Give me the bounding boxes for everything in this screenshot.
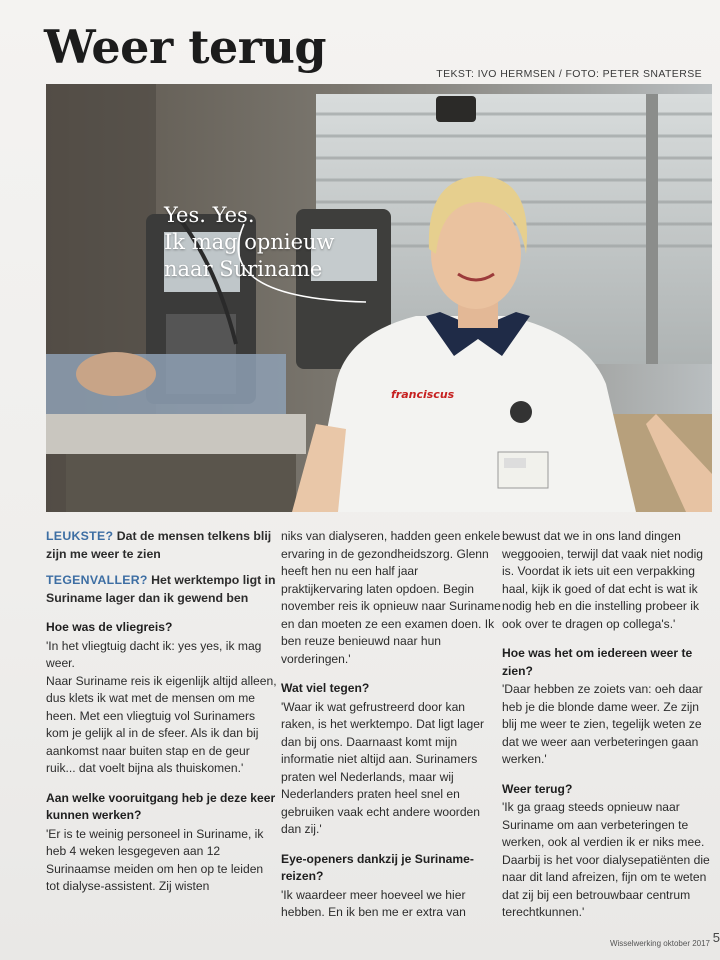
- column-3: [502, 528, 714, 922]
- pull-quote-line: naar Suriname: [164, 257, 323, 281]
- interview-answer: 'Er is te weinig personeel in Suriname, ik heb 4 weken lesgegeven aan 12 Surinaamse meiden om hen op te leiden tot dialyse-assistent. Zij wisten: [46, 826, 264, 893]
- interview-answer: Naar Suriname reis ik eigenlijk altijd alleen, dus klets ik wat met de mensen om me heen. Met een vliegtuig vol Surinamers kom je gelijk al in de sfeer. Als ik dan bij aankomst naar buiten stap en de geur ruik... dat voelt bijna als thuiskomen.': [46, 673, 277, 775]
- article-title: Weer terug: [44, 20, 327, 74]
- nurse-photo-illustration: [46, 84, 712, 512]
- interview-answer: 'Daar hebben ze zoiets van: oeh daar heb je die blonde dame weer. Ze zijn blij me weer te zien, tegelijk weten ze dat we weer aan verbeteringen gaan werken.': [502, 682, 703, 766]
- column-2: [281, 528, 501, 922]
- interview-answer: bewust dat we in ons land dingen weggooien, terwijl dat vaak niet nodig is. Voordat ik iets uit een verpakking haal, kijk ik goed of dat echt is wat ik nodig heb en die instelling probeer ik ook over te dragen op collega's.': [502, 529, 704, 631]
- magazine-issue: Wisselwerking oktober 2017: [609, 939, 710, 948]
- interview-question: Eye-openers dankzij je Suriname-reizen?: [281, 851, 474, 883]
- interview-answer: 'Ik ga graag steeds opnieuw naar Suriname om aan verbeteringen te werken, ook al verdien ik er niks mee. Daarbij is het voor dialysepatiënten die naar dit land afreizen, fijn om te weten dat zij bij een betrouwbaar centrum terechtkunnen.': [502, 800, 710, 919]
- pull-quote-line: Yes. Yes.: [164, 203, 255, 227]
- interview-answer: niks van dialyseren, hadden geen enkele ervaring in de gezondheidszorg. Glenn heeft hen nu een half jaar praktijkervaring laten opdoen. Begin november reis ik opnieuw naar Suriname en dan moeten ze een examen doen. Ik ben reuze benieuwd naar hun vorderingen.': [281, 529, 501, 666]
- interview-question: Wat viel tegen?: [281, 681, 370, 695]
- lead-highlight: LEUKSTE? Dat de mensen telkens blij zijn me weer te zien: [46, 529, 272, 561]
- magazine-footer: [610, 939, 710, 948]
- interview-question: Hoe was de vliegreis?: [46, 620, 173, 634]
- hospital-logo-text: franciscus: [391, 388, 455, 401]
- photo-credit: TEKST: IVO HERMSEN / FOTO: PETER SNATERSE: [436, 68, 702, 80]
- article-photo: [46, 84, 712, 512]
- interview-question: Weer terug?: [502, 781, 573, 796]
- lead-disappointment: TEGENVALLER? Het werktempo ligt in Suriname lager dan ik gewend ben: [46, 573, 276, 605]
- page-number: 5: [712, 930, 720, 945]
- column-1: [46, 528, 278, 896]
- pull-quote: [164, 202, 335, 283]
- interview-answer: 'Ik waardeer meer hoeveel we hier hebben. En ik ben me er extra van: [281, 887, 466, 919]
- interview-answer: 'In het vliegtuig dacht ik: yes yes, ik mag weer.: [46, 638, 262, 670]
- interview-question: Aan welke vooruitgang heb je deze keer kunnen werken?: [46, 790, 276, 822]
- interview-answer: 'Waar ik wat gefrustreerd door kan raken, is het werktempo. Dat ligt lager dan bij ons. Daarnaast komt mijn informatie niet altijd aan. Surinamers praten wel Nederlands, maar wij Nederlanders praten heel snel en gebruiken vaak echt andere woorden dan zij.': [281, 699, 484, 836]
- interview-question: Hoe was het om iedereen weer te zien?: [502, 646, 693, 678]
- pull-quote-line: Ik mag opnieuw: [164, 230, 335, 254]
